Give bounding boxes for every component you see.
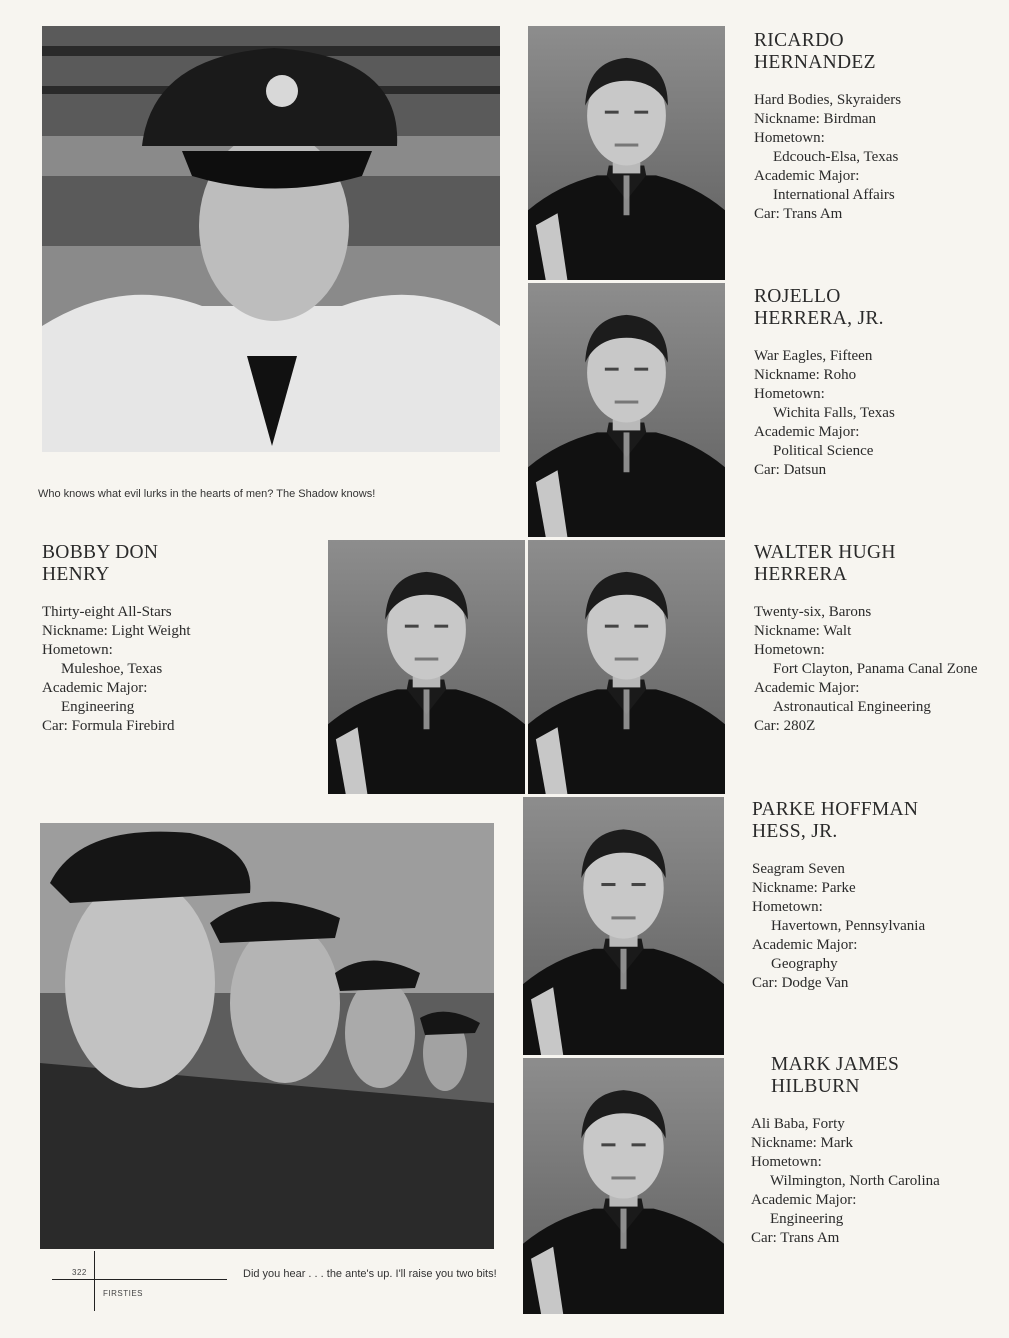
- car: Car: Datsun: [754, 462, 827, 478]
- bio-herrera-jr: [754, 286, 994, 480]
- major-label: Academic Major:: [754, 680, 860, 696]
- section-label: FIRSTIES: [103, 1289, 144, 1298]
- nickname: Nickname: Walt: [754, 623, 852, 639]
- car: Car: Formula Firebird: [42, 718, 175, 734]
- name-line2: HERRERA, JR.: [754, 308, 884, 329]
- hometown: Edcouch-Elsa, Texas: [773, 149, 899, 165]
- cadet-line-photo: [40, 823, 494, 1249]
- major: Engineering: [770, 1211, 844, 1227]
- nickname: Nickname: Light Weight: [42, 623, 191, 639]
- portrait-hernandez: [528, 26, 725, 280]
- major-label: Academic Major:: [751, 1192, 857, 1208]
- name-line1: WALTER HUGH: [754, 542, 896, 563]
- major-label: Academic Major:: [42, 680, 148, 696]
- portrait-hilburn: [523, 1058, 724, 1314]
- top-photo-caption: Who knows what evil lurks in the hearts of men? The Shadow knows!: [38, 488, 376, 500]
- name-line1: ROJELLO: [754, 286, 841, 307]
- folio-horizontal-rule: [52, 1279, 227, 1280]
- hometown: Wichita Falls, Texas: [773, 405, 895, 421]
- units: Thirty-eight All-Stars: [42, 604, 172, 620]
- units: Hard Bodies, Skyraiders: [754, 92, 902, 108]
- page-number: 322: [72, 1268, 87, 1277]
- car: Car: 280Z: [754, 718, 816, 734]
- name-line1: PARKE HOFFMAN: [752, 799, 919, 820]
- name-line1: BOBBY DON: [42, 542, 159, 563]
- bio-hess: [752, 799, 992, 993]
- cadet-hat-photo: [42, 26, 500, 452]
- hometown: Fort Clayton, Panama Canal Zone: [773, 661, 978, 677]
- units: War Eagles, Fifteen: [754, 348, 873, 364]
- name-line2: HESS, JR.: [752, 821, 838, 842]
- bio-hernandez: [754, 30, 994, 224]
- hometown-label: Hometown:: [754, 130, 825, 146]
- name-line2: HERNANDEZ: [754, 52, 876, 73]
- folio-vertical-rule: [94, 1251, 95, 1311]
- nickname: Nickname: Roho: [754, 367, 857, 383]
- major: Engineering: [61, 699, 135, 715]
- name-line1: MARK JAMES: [771, 1054, 900, 1075]
- bio-walter-herrera: [754, 542, 994, 736]
- nickname: Nickname: Mark: [751, 1135, 854, 1151]
- bio-hilburn: [751, 1054, 996, 1248]
- hometown-label: Hometown:: [754, 642, 825, 658]
- car: Car: Trans Am: [751, 1230, 840, 1246]
- major-label: Academic Major:: [754, 168, 860, 184]
- major: Astronautical Engineering: [773, 699, 931, 715]
- units: Seagram Seven: [752, 861, 845, 877]
- name-line2: HENRY: [42, 564, 110, 585]
- hometown: Havertown, Pennsylvania: [771, 918, 926, 934]
- nickname: Nickname: Birdman: [754, 111, 877, 127]
- car: Car: Trans Am: [754, 206, 843, 222]
- portrait-herrera-jr: [528, 283, 725, 537]
- hometown: Muleshoe, Texas: [61, 661, 163, 677]
- major: International Affairs: [773, 187, 895, 203]
- bio-henry: [42, 542, 312, 736]
- major: Geography: [771, 956, 838, 972]
- units: Ali Baba, Forty: [751, 1116, 845, 1132]
- name-line2: HILBURN: [771, 1076, 860, 1097]
- major-label: Academic Major:: [752, 937, 858, 953]
- portrait-henry: [328, 540, 525, 794]
- portrait-hess: [523, 797, 724, 1055]
- hometown: Wilmington, North Carolina: [770, 1173, 940, 1189]
- hometown-label: Hometown:: [42, 642, 113, 658]
- hometown-label: Hometown:: [751, 1154, 822, 1170]
- name-line2: HERRERA: [754, 564, 848, 585]
- units: Twenty-six, Barons: [754, 604, 872, 620]
- portrait-walter-herrera: [528, 540, 725, 794]
- hometown-label: Hometown:: [752, 899, 823, 915]
- bottom-photo-caption: Did you hear . . . the ante's up. I'll raise you two bits!: [243, 1268, 497, 1280]
- nickname: Nickname: Parke: [752, 880, 856, 896]
- hometown-label: Hometown:: [754, 386, 825, 402]
- major-label: Academic Major:: [754, 424, 860, 440]
- name-line1: RICARDO: [754, 30, 844, 51]
- car: Car: Dodge Van: [752, 975, 849, 991]
- major: Political Science: [773, 443, 874, 459]
